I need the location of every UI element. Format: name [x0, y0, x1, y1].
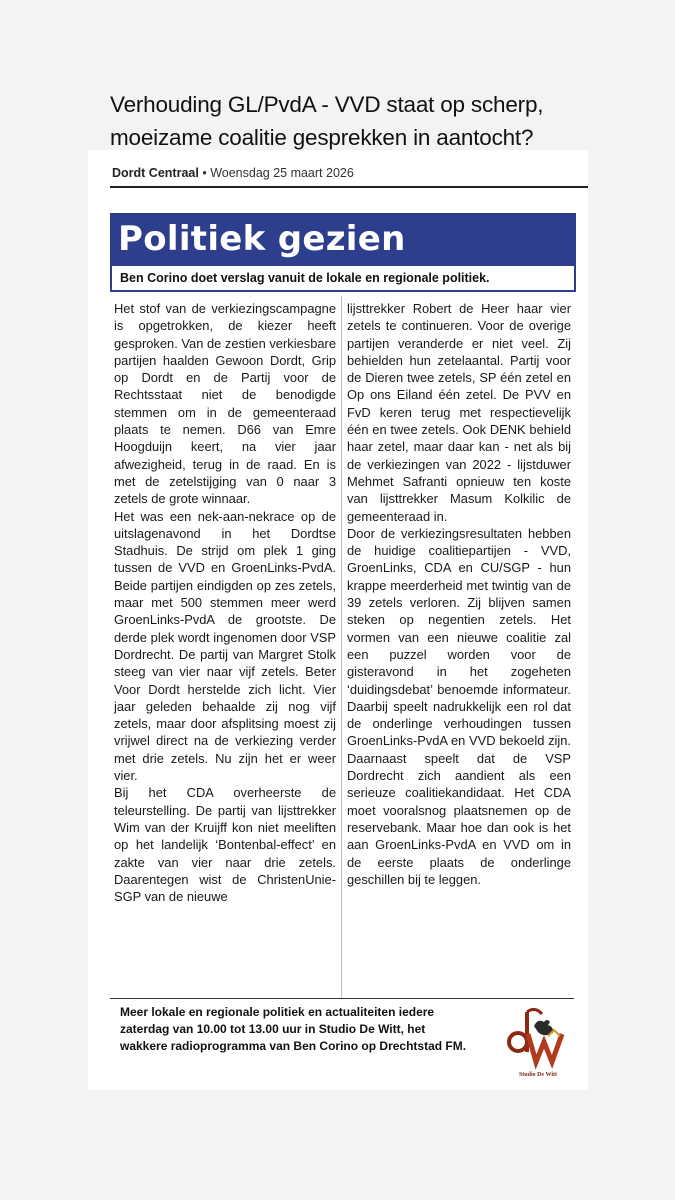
paragraph: Het stof van de verkiezingscampagne is opgetrokken, de kiezer heeft gesproken. Van de zestien verkiesbare partijen haalden Gewoon Dordt, Grip op Dordt en de Partij voor de Rechtsstaat niet de benodigde stemmen om in de gemeenteraad plaats te nemen. D66 van Emre Hoogduijn keert, na vier jaar afwezigheid, terug in de raad. En is met de zetelstijging van 0 naar 3 zetels de grote winnaar. [114, 301, 336, 507]
footer-rule [110, 998, 574, 999]
post-caption [110, 88, 650, 154]
studio-de-witt-logo [500, 1000, 576, 1070]
column-divider [341, 296, 342, 998]
masthead-separator: • [202, 166, 207, 180]
caption-line-2: moeizame coalitie gesprekken in aantocht? [110, 125, 534, 150]
paragraph: Bij het CDA overheerste de teleurstelling. De partij van lijsttrekker Wim van der Kruijff kon niet meeliften op het landelijk ‘Bontenbal-effect’ en zakte van vier naar drie zetels. Daarentegen wist de ChristenUnie-SGP van de nieuwe [114, 785, 336, 905]
article-column-right [347, 300, 571, 888]
paragraph: lijsttrekker Robert de Heer haar vier zetels te continueren. Voor de overige partijen veranderde er niet veel. Zij behielden hun zetelaantal. Partij voor de Dieren twee zetels, SP één zetel en Op ons Eiland één zetel. De PVV en FvD keren terug met respectievelijk één en twee zetels. Ook DENK behield haar zetel, maar daar kan - net als bij de verkiezingen van 2022 - lijstduwer Mehmet Safranti opnieuw ten koste van lijsttrekker Masum Kolkilic de gemeenteraad in. [347, 301, 571, 524]
footer-line-1: Meer lokale en regionale politiek en actualiteiten iedere [120, 1005, 435, 1019]
paragraph: Door de verkiezingsresultaten hebben de huidige coalitiepartijen - VVD, GroenLinks, CDA en CU/SGP - hun krappe meerderheid met twintig van de 39 zetels verloren. Zij blijven samen steken op negentien zetels. Het vormen van een nieuwe coalitie zal een puzzel worden voor de gisteravond in het zogeheten ‘duidingsdebat’ benoemde informateur. Daarbij speelt nadrukkelijk een rol dat de onderlinge verhoudingen tussen GroenLinks-PvdA en VVD bekoeld zijn. Daarnaast speelt dat de VSP Dordrecht zich aandient als een serieuze coalitiekandidaat. Het CDA moet vooralsnog plaatsnemen op de reservebank. Maar hoe dan ook is het aan GroenLinks-PvdA en VVD om in de eerste plaats de onderlinge geschillen bij te leggen. [347, 525, 571, 887]
footer-line-2: zaterdag van 10.00 tot 13.00 uur in Studio De Witt, het [120, 1022, 426, 1036]
paragraph: Het was een nek-aan-nekrace op de uitslagenavond in het Dordtse Stadhuis. De strijd om plek 1 ging tussen de VVD en GroenLinks-PvdA. Beide partijen eindigden op zes zetels, maar met 500 stemmen meer werd GroenLinks-PvdA de grootste. De derde plek wordt ingenomen door VSP Dordrecht. De partij van Margret Stolk steeg van vier naar vijf zetels. Beter Voor Dordt herstelde zich licht. Vier jaar geleden behaalde zij nog vijf zetels, maar door afsplitsing moest zij vrijwel direct na de verkiezing verder met drie zetels. Nu zijn het er weer vier. [114, 508, 336, 784]
footer-promo [120, 1004, 500, 1055]
article-heading: Politiek gezien [110, 213, 576, 265]
publication-date: Woensdag 25 maart 2026 [210, 166, 354, 180]
article-column-left [114, 300, 336, 905]
paper-name: Dordt Centraal [112, 166, 199, 180]
masthead [112, 166, 354, 180]
caption-line-1: Verhouding GL/PvdA - VVD staat op scherp, [110, 92, 544, 117]
masthead-rule [110, 186, 588, 188]
footer-line-3: wakkere radioprogramma van Ben Corino op Drechtstad FM. [120, 1039, 467, 1053]
article-subtitle: Ben Corino doet verslag vanuit de lokale en regionale politiek. [110, 264, 576, 292]
newspaper-clipping [88, 150, 588, 1090]
logo-caption: Studio De Witt [518, 1072, 558, 1078]
